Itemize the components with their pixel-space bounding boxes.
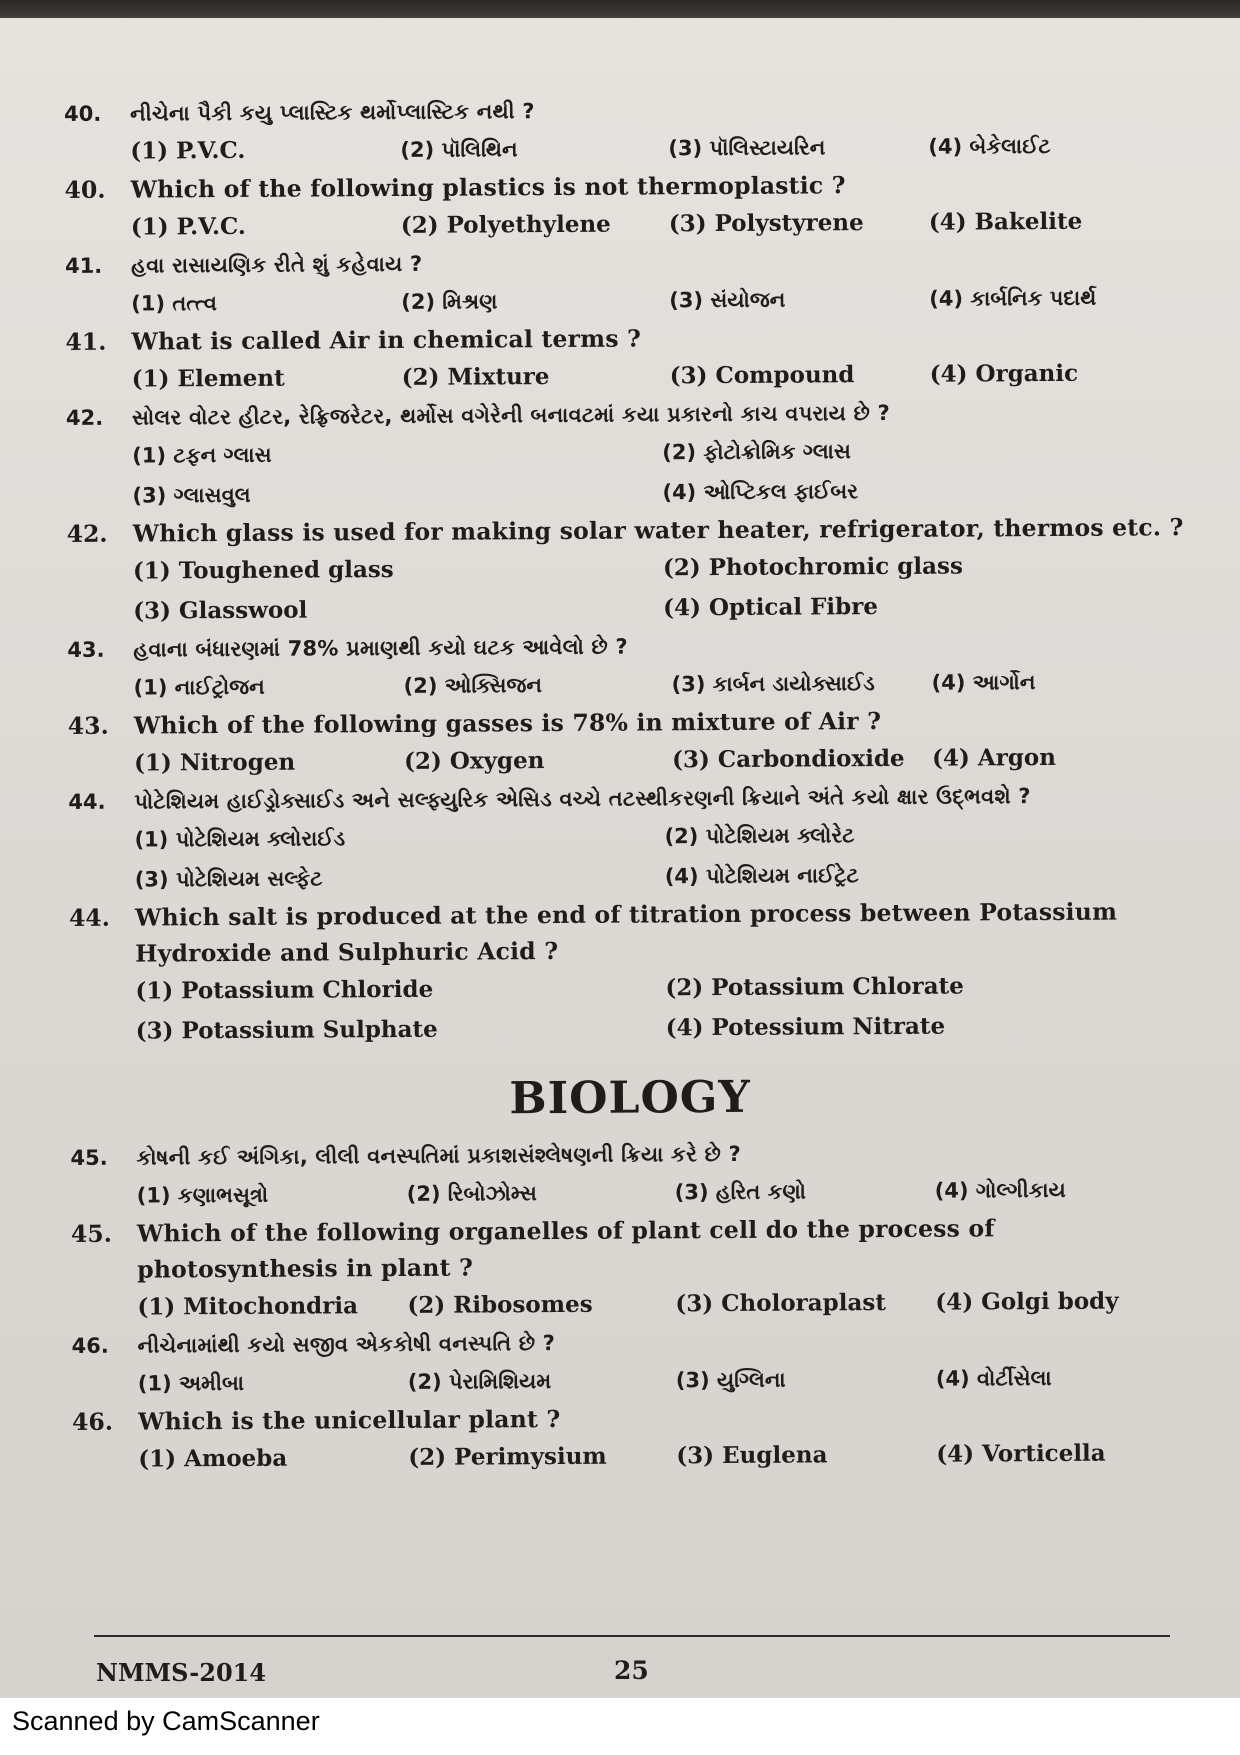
question-43-en: [68, 701, 1188, 744]
question-46-en: [72, 1397, 1192, 1440]
option-3: (3) Compound: [669, 361, 855, 390]
question-number: 42.: [65, 405, 104, 430]
question-40-en: [64, 165, 1184, 208]
question-40-gu: [64, 89, 1184, 132]
option-3: (3) પૉલિસ્ટાયરિન: [668, 135, 826, 161]
question-text: What is called Air in chemical terms ?: [131, 324, 642, 356]
question-number: 46.: [72, 1407, 114, 1436]
question-text: Which glass is used for making solar water heater, refrigerator, thermos etc. ?: [132, 513, 1184, 548]
options-41-gu: [65, 277, 1185, 324]
options-44-en: [69, 965, 1189, 1052]
option-4: (4) ગોલ્ગીકાય: [934, 1177, 1066, 1203]
option-1: (1) Element: [131, 364, 285, 393]
option-3: (3) Choloraplast: [675, 1289, 887, 1318]
option-4: (4) આર્ગોન: [931, 670, 1036, 695]
option-2: (2) Oxygen: [403, 747, 545, 775]
option-1: (1) Amoeba: [138, 1444, 288, 1473]
options-45-en: [71, 1281, 1191, 1328]
question-number: 42.: [66, 519, 108, 548]
option-1: (1) ટફન ગ્લાસ: [132, 442, 272, 468]
question-text: Which of the following plastics is not thermoplastic ?: [130, 171, 846, 204]
option-4: (4) બેકેલાઈટ: [928, 133, 1051, 159]
question-text: Which of the following organelles of plant cell do the process of photosynthesis in plant ?: [136, 1214, 995, 1284]
question-text: Which of the following gasses is 78% in mixture of Air ?: [133, 707, 882, 740]
options-43-gu: [67, 661, 1187, 708]
option-2: (2) Ribosomes: [407, 1290, 593, 1319]
option-2: (2) Potassium Chlorate: [665, 972, 964, 1002]
section-heading: BIOLOGY: [509, 1071, 751, 1125]
option-2: (2) Polyethylene: [400, 210, 611, 239]
option-2: (2) Photochromic glass: [662, 552, 963, 582]
exam-page: [0, 18, 1240, 1698]
footer-divider: [94, 1635, 1170, 1637]
question-45-gu: [70, 1133, 1190, 1176]
option-1: (1) Potassium Chloride: [135, 975, 434, 1005]
question-41-gu: [65, 241, 1185, 284]
question-text: કોષની કઈ અંગિકા, લીલી વનસ્પતિમાં પ્રકાશસંશ્લેષણની ક્રિયા કરે છે ?: [136, 1141, 742, 1170]
option-3: (3) યુગ્લિના: [675, 1367, 786, 1393]
options-45-gu: [71, 1169, 1191, 1216]
option-2: (2) પેરામિશિયમ: [407, 1369, 552, 1394]
option-3: (3) હરિત કણો: [674, 1179, 807, 1205]
scanner-watermark: Scanned by CamScanner: [12, 1706, 320, 1736]
question-number: 43.: [67, 711, 109, 740]
options-46-gu: [72, 1357, 1192, 1404]
options-41-en: [66, 353, 1186, 400]
option-2: (2) ફોટોક્રોમિક ગ્લાસ: [662, 439, 851, 465]
option-3: (3) Carbondioxide: [671, 744, 905, 774]
question-number: 45.: [70, 1145, 108, 1170]
question-text: પોટેશિયમ હાઈડ્રોક્સાઈડ અને સલ્ફ્યુરિક એસિડ વચ્ચે તટસ્થીકરણની ક્રિયાને અંતે કયો ક્ષાર ઉદ્ભવશે ?: [134, 784, 1031, 814]
question-42-gu: [66, 393, 1186, 436]
option-1: (1) Nitrogen: [133, 748, 296, 777]
option-4: (4) Organic: [929, 359, 1079, 388]
exam-code: NMMS-2014: [96, 1658, 267, 1687]
option-4: (4) Golgi body: [935, 1287, 1119, 1316]
option-3: (3) Euglena: [676, 1441, 828, 1470]
question-text: નીચેના પૈકી કયુ પ્લાસ્ટિક થર્મોપ્લાસ્ટિક નથી ?: [130, 99, 535, 126]
option-4: (4) Potessium Nitrate: [665, 1012, 946, 1042]
option-2: (2) Perimysium: [408, 1442, 607, 1471]
options-43-en: [68, 737, 1188, 784]
option-4: (4) Optical Fibre: [663, 593, 879, 622]
page-number: 25: [614, 1656, 649, 1685]
option-4: (4) Vorticella: [936, 1439, 1106, 1468]
option-2: (2) પોટેશિયમ ક્લોરેટ: [664, 823, 855, 849]
question-text: Which is the unicellular plant ?: [138, 1404, 561, 1436]
option-3: (3) ગ્લાસવુલ: [132, 482, 251, 508]
option-2: (2) ઓક્સિજન: [403, 673, 543, 698]
options-42-en: [67, 545, 1187, 632]
question-text: નીચેનામાંથી કયો સજીવ એકકોષી વનસ્પતિ છે ?: [137, 1331, 556, 1358]
option-4: (4) Argon: [931, 743, 1057, 772]
question-text: સોલર વોટર હીટર, રેફ્રિજરેટર, થર્મોસ વગેરેની બનાવટમાં કયા પ્રકારનો કાચ વપરાય છે ?: [131, 400, 890, 430]
question-44-en: [69, 893, 1189, 972]
option-4: (4) Bakelite: [928, 207, 1083, 236]
options-44-gu: [68, 813, 1188, 900]
question-text: હવાના બંધારણમાં 78% પ્રમાણથી કયો ઘટક આવેલો છે ?: [133, 634, 628, 662]
option-1: (1) પોટેશિયમ ક્લોરાઈડ: [134, 826, 346, 852]
question-43-gu: [67, 625, 1187, 668]
option-1: (1) P.V.C.: [130, 136, 246, 165]
question-45-en: [71, 1209, 1191, 1288]
option-2: (2) Mixture: [401, 363, 550, 391]
option-1: (1) Mitochondria: [137, 1292, 359, 1321]
option-1: (1) નાઈટ્રોજન: [133, 674, 265, 700]
option-1: (1) અમીબા: [137, 1370, 245, 1396]
page-content: [64, 89, 1192, 1480]
question-number: 44.: [68, 903, 110, 932]
option-3: (3) પોટેશિયમ સલ્ફેટ: [134, 866, 323, 892]
question-42-en: [67, 509, 1187, 552]
question-41-en: [65, 317, 1185, 360]
option-1: (1) તત્ત્વ: [131, 291, 218, 316]
option-2: (2) પૉલિથિન: [400, 137, 518, 162]
question-number: 40.: [64, 175, 106, 204]
question-number: 45.: [70, 1219, 112, 1248]
options-46-en: [72, 1433, 1192, 1480]
option-3: (3) સંયોજન: [669, 287, 786, 313]
option-3: (3) કાર્બન ડાયોક્સાઈડ: [671, 671, 875, 697]
options-42-gu: [66, 429, 1186, 516]
option-4: (4) ઓપ્ટિકલ ફાઈબર: [662, 479, 859, 505]
question-number: 41.: [65, 327, 107, 356]
option-4: (4) વોર્ટીસેલા: [935, 1365, 1052, 1391]
question-number: 44.: [68, 789, 106, 814]
options-40-en: [65, 201, 1185, 248]
option-2: (2) મિશ્રણ: [401, 289, 498, 314]
question-text: હવા રાસાયણિક રીતે શું કહેવાય ?: [130, 251, 423, 278]
question-number: 41.: [64, 253, 103, 278]
question-46-gu: [72, 1321, 1192, 1364]
option-4: (4) કાર્બનિક પદાર્થ: [929, 285, 1097, 311]
option-2: (2) રિબોઝોમ્સ: [406, 1181, 537, 1206]
question-text: Which salt is produced at the end of titration process between Potassium Hydroxide and Sulphuric Acid ?: [134, 897, 1118, 968]
option-3: (3) Glasswool: [133, 596, 308, 625]
option-1: (1) કણાભસૂત્રો: [136, 1182, 269, 1208]
question-number: 46.: [71, 1333, 109, 1358]
question-44-gu: [68, 777, 1188, 820]
option-1: (1) Toughened glass: [132, 555, 394, 585]
question-number: 40.: [64, 101, 102, 126]
option-1: (1) P.V.C.: [130, 212, 246, 241]
options-40-gu: [64, 125, 1184, 172]
option-3: (3) Polystyrene: [668, 209, 864, 238]
option-3: (3) Potassium Sulphate: [135, 1015, 438, 1045]
question-number: 43.: [67, 637, 105, 662]
option-4: (4) પોટેશિયમ નાઈટ્રેટ: [664, 863, 859, 889]
